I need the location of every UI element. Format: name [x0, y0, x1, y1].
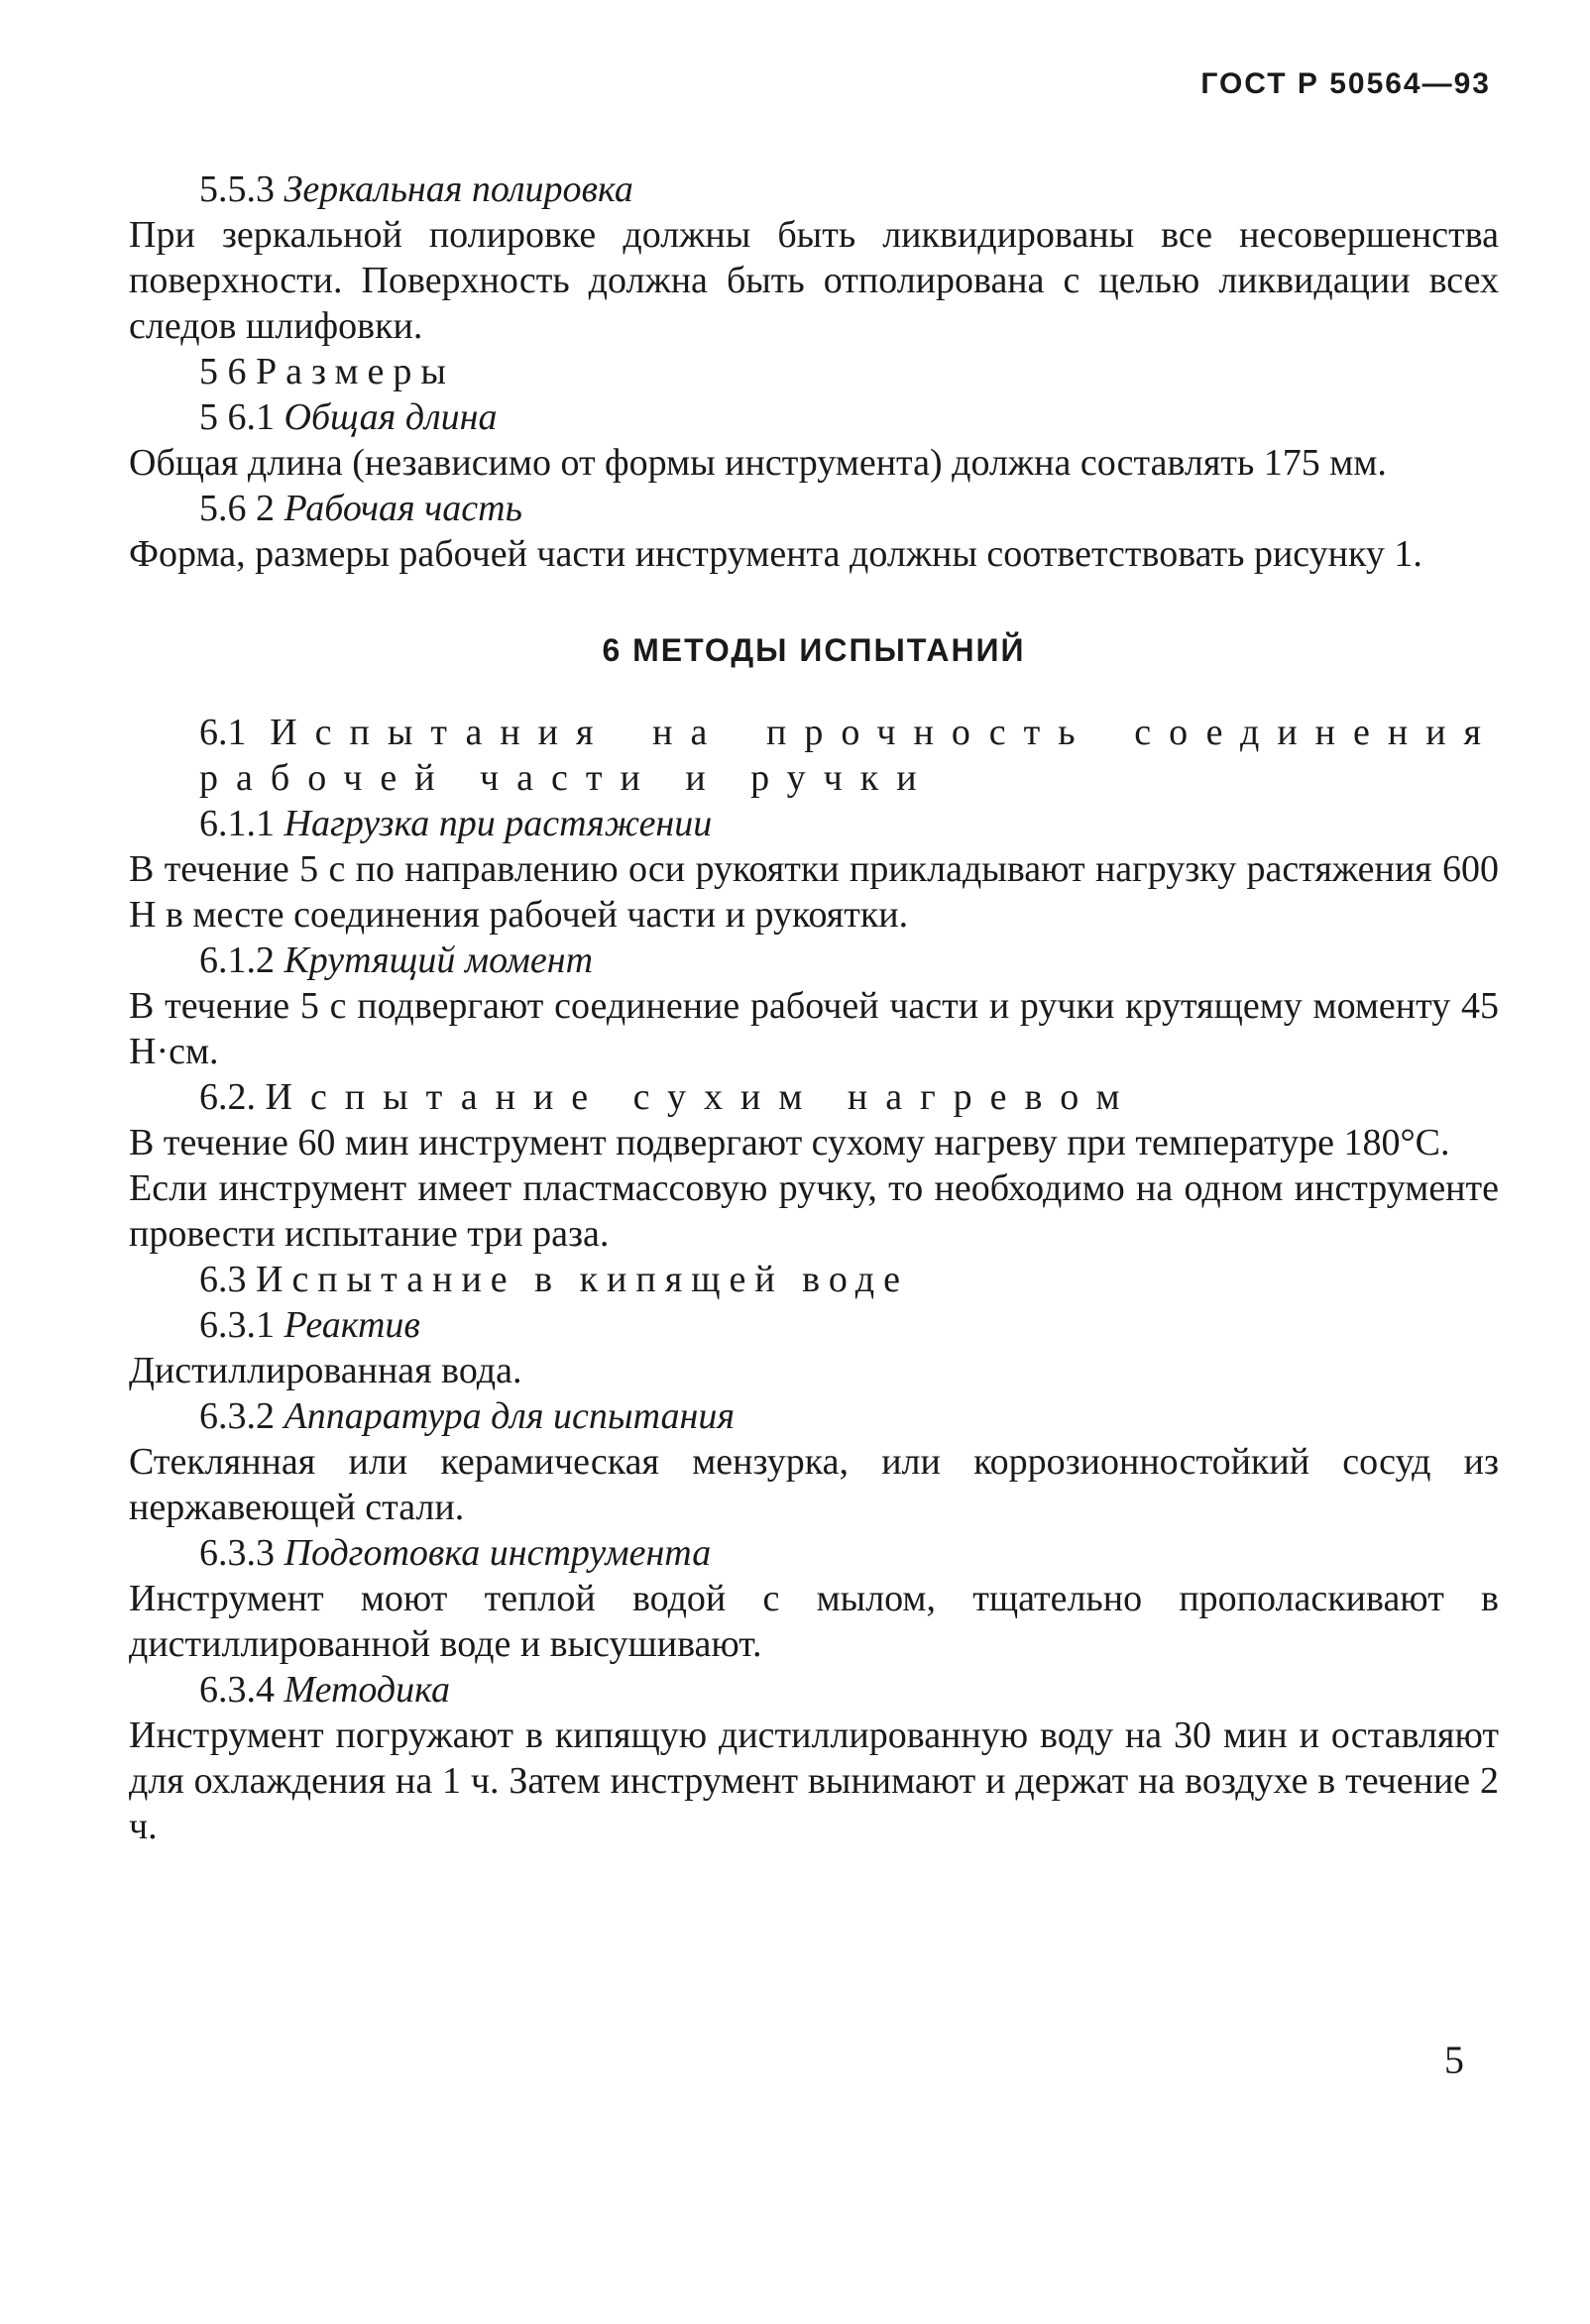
- clause-heading: [129, 166, 1499, 212]
- clause-number: 5 6: [199, 351, 247, 392]
- clause-number: 6.1: [199, 712, 247, 753]
- clause-number: 6.3.4: [199, 1669, 275, 1711]
- clause-body: Если инструмент имеет пластмассовую ручку, то необходимо на одном инструменте провести испытание три раза.: [129, 1167, 1499, 1255]
- clause-heading: [129, 801, 1499, 846]
- clause-body: В течение 5 с подвергают соединение рабочей части и ручки крутящему моменту 45 Н·см.: [129, 985, 1499, 1072]
- clause-title: Общая длина: [284, 396, 498, 438]
- clause-number: 5.6 2: [199, 488, 275, 529]
- clause-heading: [129, 1074, 1499, 1120]
- clause-title: Реактив: [284, 1304, 420, 1346]
- clause-title: Размеры: [256, 351, 455, 392]
- clause-heading: [129, 1302, 1499, 1348]
- clause-heading: [129, 1667, 1499, 1713]
- clause-heading: [129, 1393, 1499, 1439]
- clause-title: Зеркальная полировка: [284, 168, 633, 210]
- clause-title: Аппаратура для испытания: [284, 1395, 736, 1437]
- clause-heading: [129, 1530, 1499, 1576]
- clause-body: Дистиллированная вода.: [129, 1350, 522, 1391]
- clause-title: Испытание сухим нагревом: [265, 1076, 1138, 1118]
- clause-heading: [129, 394, 1499, 440]
- clause-title: Методика: [284, 1669, 450, 1711]
- clause-title: Нагрузка при растяжении: [284, 803, 713, 844]
- clause-body: Стеклянная или керамическая мензурка, или коррозионностойкий сосуд из нержавеющей стали.: [129, 1441, 1499, 1528]
- clause-title: Испытание в кипящей воде: [256, 1259, 909, 1300]
- clause-number: 6.3.3: [199, 1532, 275, 1574]
- clause-heading: [129, 938, 1499, 983]
- document-code: ГОСТ Р 50564—93: [1200, 67, 1491, 100]
- clause-number: 6.1.1: [199, 803, 275, 844]
- clause-body: В течение 5 с по направлению оси рукоятки прикладывают нагрузку растяжения 600 Н в месте соединения рабочей части и рукоятки.: [129, 848, 1499, 936]
- clause-body: Инструмент погружают в кипящую дистиллированную воду на 30 мин и оставляют для охлаждения на 1 ч. Затем инструмент вынимают и держат на воздухе в течение 2 ч.: [129, 1715, 1499, 1847]
- clause-heading: [129, 349, 1499, 394]
- clause-number: 6.3.2: [199, 1395, 275, 1437]
- clause-heading: [129, 1257, 1499, 1302]
- clause-number: 6.1.2: [199, 940, 275, 981]
- clause-number: 6.3.1: [199, 1304, 275, 1346]
- clause-heading: [129, 486, 1499, 531]
- page-number: 5: [1444, 2038, 1464, 2082]
- clause-number: 6.2.: [199, 1076, 256, 1118]
- clause-title: Крутящий момент: [284, 940, 594, 981]
- clause-number: 5 6.1: [199, 396, 275, 438]
- clause-title: Рабочая часть: [284, 488, 522, 529]
- clause-title: Подготовка инструмента: [284, 1532, 712, 1574]
- clause-number: 5.5.3: [199, 168, 275, 210]
- clause-body: Общая длина (независимо от формы инструмента) должна составлять 175 мм.: [129, 442, 1387, 484]
- clause-body: При зеркальной полировке должны быть ликвидированы все несовершенства поверхности. Поверхность должна быть отполирована с целью ликвидации всех следов шлифовки.: [129, 214, 1499, 347]
- section-title: 6 МЕТОДЫ ИСПЫТАНИЙ: [602, 632, 1026, 668]
- clause-heading: [129, 710, 1499, 801]
- clause-body: В течение 60 мин инструмент подвергают сухому нагреву при температуре 180°С.: [129, 1122, 1450, 1163]
- clause-body: Форма, размеры рабочей части инструмента должны соответствовать рисунку 1.: [129, 533, 1422, 575]
- clause-body: Инструмент моют теплой водой с мылом, тщательно прополаскивают в дистиллированной воде и высушивают.: [129, 1578, 1499, 1665]
- clause-number: 6.3: [199, 1259, 247, 1300]
- clause-title: Испытания на прочность соединения рабочей части и ручки: [199, 712, 1500, 799]
- page-content: [129, 166, 1499, 1849]
